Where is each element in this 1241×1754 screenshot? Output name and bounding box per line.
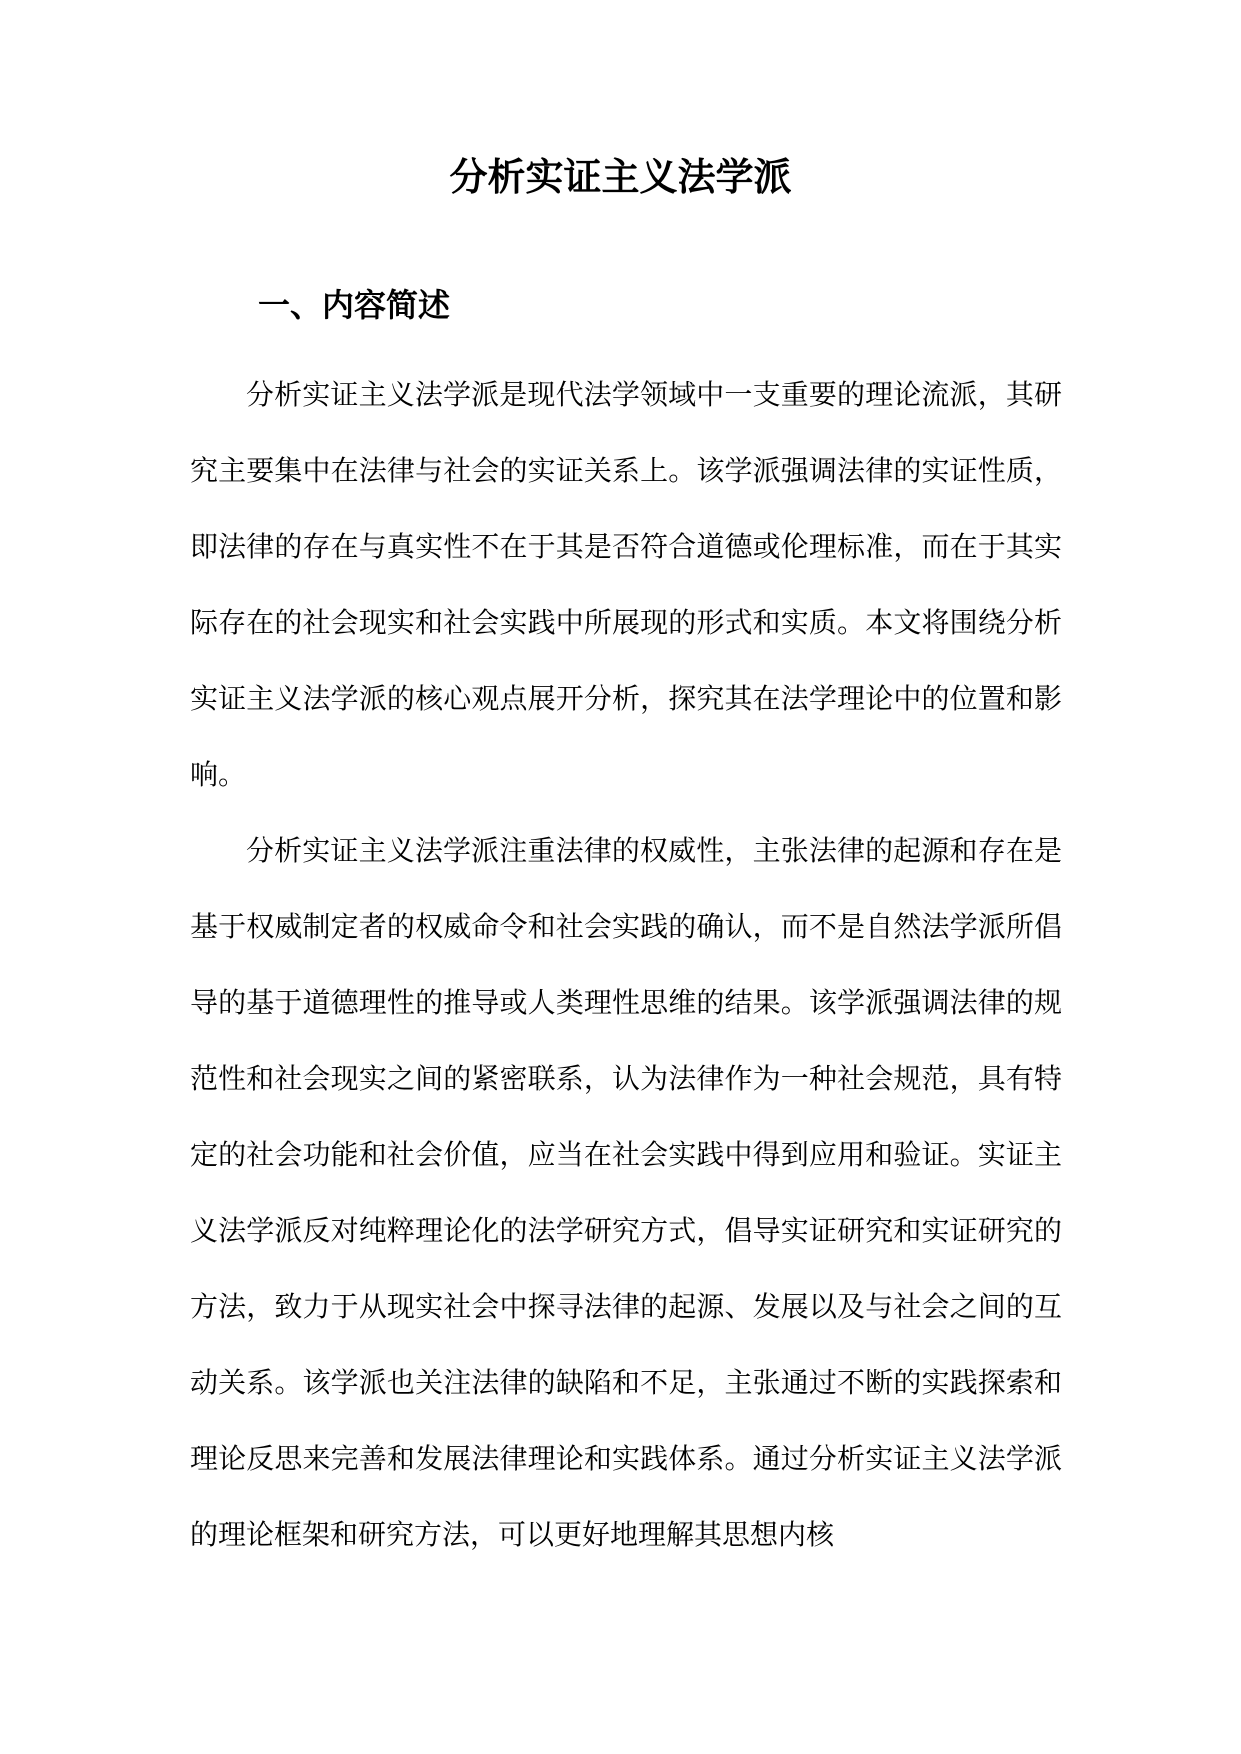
body-paragraph: 分析实证主义法学派是现代法学领域中一支重要的理论流派，其研究主要集中在法律与社会的实证关系上。该学派强调法律的实证性质，即法律的存在与真实性不在于其是否符合道德或伦理标准，而在于其实际存在的社会现实和社会实践中所展现的形式和实质。本文将围绕分析实证主义法学派的核心观点展开分析，探究其在法学理论中的位置和影响。 xyxy=(190,378,1062,791)
document-title: 分析实证主义法学派 xyxy=(449,154,792,199)
body-paragraph: 分析实证主义法学派注重法律的权威性，主张法律的起源和存在是基于权威制定者的权威命令和社会实践的确认，而不是自然法学派所倡导的基于道德理性的推导或人类理性思维的结果。该学派强调法律的规范性和社会现实之间的紧密联系，认为法律作为一种社会规范，具有特定的社会功能和社会价值，应当在社会实践中得到应用和验证。实证主义法学派反对纯粹理论化的法学研究方式，倡导实证研究和实证研究的方法，致力于从现实社会中探寻法律的起源、发展以及与社会之间的互动关系。该学派也关注法律的缺陷和不足，主张通过不断的实践探索和理论反思来完善和发展法律理论和实践体系。通过分析实证主义法学派的理论框架和研究方法，可以更好地理解其思想内核 xyxy=(190,834,1062,1551)
section-heading: 一、内容简述 xyxy=(258,286,451,324)
